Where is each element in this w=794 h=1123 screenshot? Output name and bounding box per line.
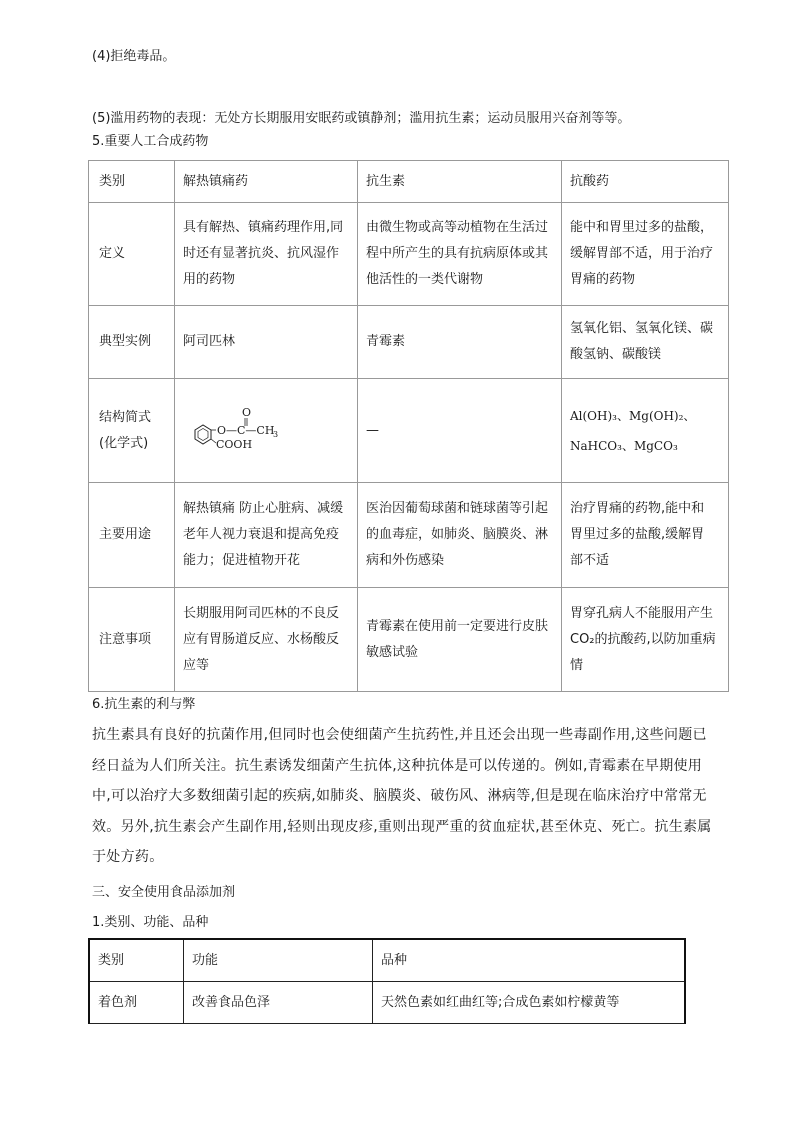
table-row <box>89 483 729 588</box>
synthetic-drugs-table <box>88 160 729 692</box>
table-row <box>89 379 729 483</box>
table-row <box>89 982 685 1024</box>
ester-chain: O—C—CH <box>217 423 275 437</box>
section-5-title: 5.重要人工合成药物 <box>92 134 209 149</box>
table-row <box>89 203 729 306</box>
table-cell: 定义 <box>89 203 175 306</box>
table-row <box>89 161 729 203</box>
antibiotic-paragraph: 抗生素具有良好的抗菌作用,但同时也会使细菌产生抗药性,并且还会出现一些毒副作用,这些问题已经日益为人们所关注。抗生素诱发细菌产生抗体,这种抗体是可以传递的。例如,青霉素在早期使用中,可以治疗大多数细菌引起的疾病,如肺炎、脑膜炎、破伤风、淋病等,但是现在临床治疗中常常无效。另外,抗生素会产生副作用,轻则出现皮疹,重则出现严重的贫血症状,甚至休克、死亡。抗生素属于处方药。 <box>92 727 712 865</box>
table-cell: 胃穿孔病人不能服用产生 CO₂的抗酸药,以防加重病情 <box>562 588 729 692</box>
table-cell: 类别 <box>89 939 184 982</box>
table-cell: 由微生物或高等动植物在生活过程中所产生的具有抗病原体或其他活性的一类代谢物 <box>358 203 562 306</box>
section-6-title: 6.抗生素的利与弊 <box>92 697 196 712</box>
food-additives-table <box>88 938 686 1024</box>
section-3-1-title: 1.类别、功能、品种 <box>92 915 209 930</box>
ch3-subscript: 3 <box>273 429 279 439</box>
table-row <box>89 588 729 692</box>
table-cell: 类别 <box>89 161 175 203</box>
item-4: (4)拒绝毒品。 <box>92 49 176 64</box>
section-3-title: 三、安全使用食品添加剂 <box>92 885 236 900</box>
table-cell: 典型实例 <box>89 306 175 379</box>
table-cell: — <box>358 379 562 483</box>
table-cell: 品种 <box>373 939 686 982</box>
carboxyl-group: COOH <box>216 437 253 451</box>
table-row <box>89 306 729 379</box>
table-cell: 功能 <box>184 939 373 982</box>
table-cell: 青霉素在使用前一定要进行皮肤敏感试验 <box>358 588 562 692</box>
table-cell: 天然色素如红曲红等;合成色素如柠檬黄等 <box>373 982 686 1024</box>
aspirin-structure <box>175 379 358 483</box>
table-cell: 具有解热、镇痛药理作用,同时还有显著抗炎、抗风湿作用的药物 <box>175 203 358 306</box>
antacid-formula-line-1: Al(OH)₃、Mg(OH)₂、 <box>570 408 696 423</box>
table-cell: 结构简式(化学式) <box>89 379 175 483</box>
table-cell: 阿司匹林 <box>175 306 358 379</box>
table-cell: 改善食品色泽 <box>184 982 373 1024</box>
table-cell: 治疗胃痛的药物,能中和胃里过多的盐酸,缓解胃部不适 <box>562 483 729 588</box>
item-5: (5)滥用药物的表现：无处方长期服用安眠药或镇静剂；滥用抗生素；运动员服用兴奋剂等等。 <box>92 111 631 126</box>
table-cell: 着色剂 <box>89 982 184 1024</box>
table-cell: 能中和胃里过多的盐酸，缓解胃部不适，用于治疗胃痛的药物 <box>562 203 729 306</box>
table-row <box>89 939 685 982</box>
carbonyl-oxygen: O <box>242 405 252 419</box>
antacid-formula-line-2: NaHCO₃、MgCO₃ <box>570 438 678 453</box>
table-cell: 氢氧化铝、氢氧化镁、碳酸氢钠、碳酸镁 <box>562 306 729 379</box>
antacid-formulas <box>562 379 729 483</box>
table-cell: 解热镇痛药 <box>175 161 358 203</box>
table-cell: 注意事项 <box>89 588 175 692</box>
table-cell: 解热镇痛 防止心脏病、减缓老年人视力衰退和提高免疫能力；促进植物开花 <box>175 483 358 588</box>
table-cell: 青霉素 <box>358 306 562 379</box>
table-cell: 医治因葡萄球菌和链球菌等引起的血毒症，如肺炎、脑膜炎、淋病和外伤感染 <box>358 483 562 588</box>
table-cell: 长期服用阿司匹林的不良反应有胃肠道反应、水杨酸反应等 <box>175 588 358 692</box>
table-cell: 抗酸药 <box>562 161 729 203</box>
table-cell: 主要用途 <box>89 483 175 588</box>
table-cell: 抗生素 <box>358 161 562 203</box>
